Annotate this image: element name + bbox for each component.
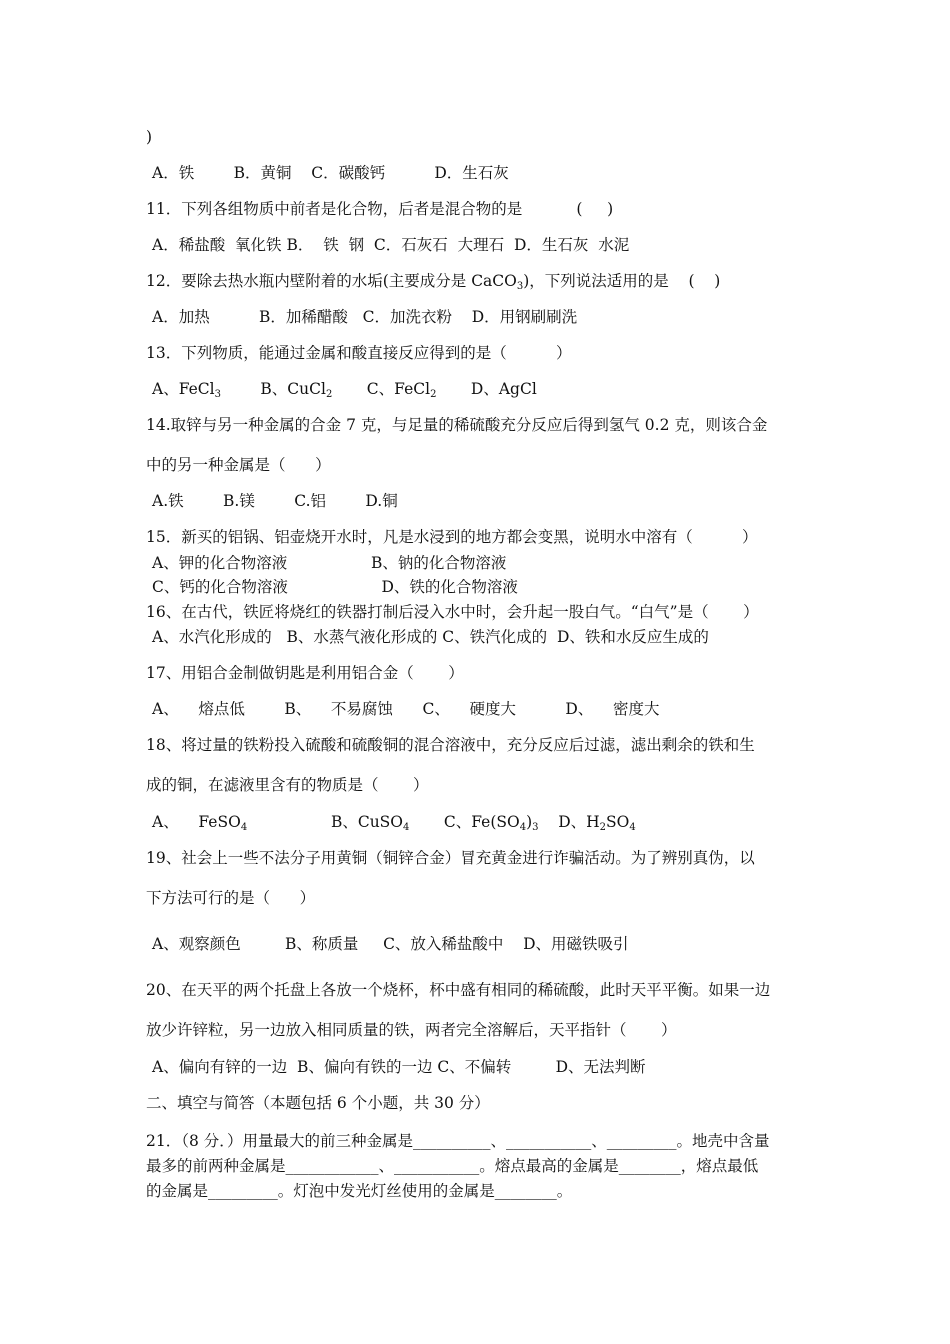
q14-question-line2: 中的另一种金属是（ ） xyxy=(146,456,331,474)
subscript: 2 xyxy=(599,822,607,833)
q11-question: 11．下列各组物质中前者是化合物，后者是混合物的是 ( ) xyxy=(146,200,614,218)
q19-question-line2: 下方法可行的是（ ） xyxy=(146,889,316,907)
option-d: D、H xyxy=(538,813,600,831)
subscript: 3 xyxy=(516,281,524,292)
q17-question: 17、用铝合金制做钥匙是利用铝合金（ ） xyxy=(146,664,464,682)
q16-options: A、水汽化形成的 B、水蒸气液化形成的 C、铁汽化成的 D、铁和水反应生成的 xyxy=(152,628,709,646)
continued-paren: ) xyxy=(146,128,153,146)
subscript: 4 xyxy=(240,822,248,833)
q14-question-line1: 14.取锌与另一种金属的合金 7 克，与足量的稀硫酸充分反应后得到氢气 0.2 克，则该合金 xyxy=(146,416,768,434)
option-d-rest: SO xyxy=(606,813,630,831)
subscript: 2 xyxy=(430,389,437,400)
q19-question-line1: 19、社会上一些不法分子用黄铜（铜锌合金）冒充黄金进行诈骗活动。为了辨别真伪，以 xyxy=(146,849,755,867)
q15-options-cd: C、钙的化合物溶液 D、铁的化合物溶液 xyxy=(152,578,518,596)
option-a: A、 FeSO xyxy=(152,813,241,831)
q21-line3: 的金属是_________。灯泡中发光灯丝使用的金属是________。 xyxy=(146,1182,573,1200)
option-b: B、CuSO xyxy=(247,813,404,831)
q13-options xyxy=(152,379,537,399)
subscript: 3 xyxy=(214,389,221,400)
q18-question-line2: 成的铜，在滤液里含有的物质是（ ） xyxy=(146,776,429,794)
option-d: D、AgCl xyxy=(436,380,537,398)
q18-options xyxy=(152,812,636,832)
q11-options: A．稀盐酸 氧化铁 B． 铁 钢 C．石灰石 大理石 D．生石灰 水泥 xyxy=(152,236,630,254)
q19-options: A、观察颜色 B、称质量 C、放入稀盐酸中 D、用磁铁吸引 xyxy=(152,935,629,953)
q12-text: 12．要除去热水瓶内壁附着的水垢(主要成分是 CaCO xyxy=(146,272,517,290)
q15-options-ab: A、钾的化合物溶液 B、钠的化合物溶液 xyxy=(152,554,507,572)
option-c: C、Fe(SO xyxy=(409,813,520,831)
subscript: 4 xyxy=(519,822,527,833)
q18-question-line1: 18、将过量的铁粉投入硫酸和硫酸铜的混合溶液中，充分反应后过滤，滤出剩余的铁和生 xyxy=(146,736,755,754)
subscript: 4 xyxy=(629,822,636,833)
q13-question: 13．下列物质，能通过金属和酸直接反应得到的是（ ） xyxy=(146,344,572,362)
subscript: 2 xyxy=(325,389,333,400)
subscript: 3 xyxy=(532,822,539,833)
q20-question-line1: 20、在天平的两个托盘上各放一个烧杯，杯中盛有相同的稀硫酸，此时天平平衡。如果一边 xyxy=(146,981,771,999)
subscript: 4 xyxy=(403,822,410,833)
q12-question xyxy=(146,271,720,291)
q14-options: A.铁 B.镁 C.铝 D.铜 xyxy=(152,492,398,510)
q17-options: A、 熔点低 B、 不易腐蚀 C、 硬度大 D、 密度大 xyxy=(152,700,660,718)
section-heading: 二、填空与简答（本题包括 6 个小题，共 30 分） xyxy=(146,1094,490,1112)
option-c-paren: ) xyxy=(526,813,533,831)
q10-options: A．铁 B．黄铜 C．碳酸钙 D．生石灰 xyxy=(152,164,509,182)
q15-question: 15．新买的铝锅、铝壶烧开水时，凡是水浸到的地方都会变黑，说明水中溶有（ ） xyxy=(146,528,758,546)
q20-options: A、偏向有锌的一边 B、偏向有铁的一边 C、不偏转 D、无法判断 xyxy=(152,1058,646,1076)
option-b: B、CuCl xyxy=(220,380,326,398)
option-a: A、FeCl xyxy=(152,380,215,398)
q21-line1: 21．（8 分．）用量最大的前三种金属是__________、___________、_________。地壳中含量 xyxy=(146,1132,770,1150)
q12-text-end: )，下列说法适用的是 ( ) xyxy=(523,272,721,290)
option-c: C、FeCl xyxy=(332,380,431,398)
q16-question: 16、在古代，铁匠将烧红的铁器打制后浸入水中时，会升起一股白气。“白气”是（ ） xyxy=(146,603,759,621)
q12-options: A．加热 B．加稀醋酸 C．加洗衣粉 D．用钢刷刷洗 xyxy=(152,308,578,326)
q20-question-line2: 放少许锌粒，另一边放入相同质量的铁，两者完全溶解后，天平指针（ ） xyxy=(146,1021,677,1039)
q21-line2: 最多的前两种金属是____________、___________。熔点最高的金属是________，熔点最低 xyxy=(146,1157,759,1175)
